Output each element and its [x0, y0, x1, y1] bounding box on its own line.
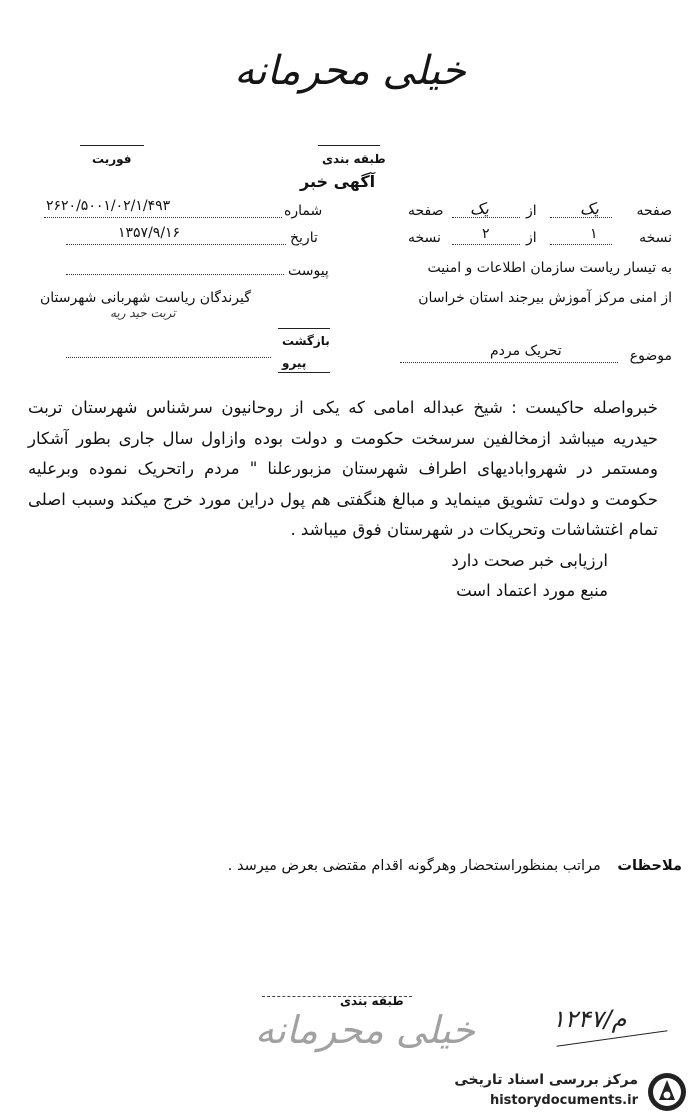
date-value: ۱۳۵۷/۹/۱۶ [118, 225, 181, 241]
body-paragraph: خبرواصله حاکیست : شیخ عبداله امامی که یکی از روحانیون سرشناس شهرستان تربت حیدریه میباشد ازمخالفین سرسخت حکومت و دولت بوده وازاول سال جاری بطور آشکار ومستمر در شهروابادیهای اطراف شهرستان مزبورعلنا " مردم راتحریک نموده وبرعلیه حکومت و دولت تشویق مینماید و مبالغ هنگفتی هم پول دراین مورد خرج میکند وسبب اصلی تمام اغتشاشات وتحریکات در شهرستان فوق میباشد . [28, 398, 658, 539]
classification-label: طبقه بندی [322, 152, 386, 166]
recipients-line: گیرندگان ریاست شهربانی شهرستان [40, 290, 251, 306]
copy-of-label: از [526, 230, 537, 246]
document-body [28, 393, 658, 607]
footer-rule [262, 996, 412, 997]
classification-rule [318, 145, 380, 146]
number-value: ۲۶۲۰/۵۰۰۱/۰۲/۱/۴۹۳ [46, 198, 171, 214]
confidential-stamp: خیلی محرمانه [255, 1008, 476, 1052]
number-label: شماره [284, 203, 323, 219]
document-type: آگهی خبر [300, 172, 376, 191]
page-total-line [452, 205, 520, 218]
footer-classification-label: طبقه بندی [340, 994, 404, 1008]
copy-total-line [452, 232, 520, 245]
page-title: خیلی محرمانه [234, 48, 466, 94]
to-line: به تیسار ریاست سازمان اطلاعات و امنیت [427, 260, 672, 276]
handwritten-number: ۱۲۴۷/م [552, 1005, 627, 1033]
subject-label: موضوع [629, 348, 672, 364]
page-label: صفحه [636, 203, 672, 219]
urgency-rule [80, 145, 144, 146]
of-label: از [526, 203, 537, 219]
copy-label: نسخه [639, 230, 672, 246]
urgency-label: فوریت [92, 152, 132, 166]
copy-suffix: نسخه [408, 230, 441, 246]
logo-text: مرکز بررسی اسناد تاریخی [454, 1072, 638, 1088]
follow-rule [278, 372, 330, 373]
date-label: تاریخ [290, 230, 318, 246]
copy-value-line [550, 232, 612, 245]
page-suffix: صفحه [408, 203, 444, 219]
page-total: یک [470, 199, 489, 218]
copy-value: ۱ [590, 226, 598, 242]
notes-section [32, 858, 682, 874]
copy-total: ۲ [482, 226, 490, 242]
recipients-handwritten: تربت حید ریه [110, 306, 176, 320]
from-line: از امنی مرکز آموزش بیرجند استان خراسان [418, 290, 672, 306]
return-line [66, 345, 271, 358]
evaluation-line-1: ارزیابی خبر صحت دارد [451, 550, 608, 570]
page-value-line [550, 205, 612, 218]
logo-url: historydocuments.ir [489, 1093, 638, 1108]
attachment-label: پیوست [288, 263, 329, 279]
notes-label: ملاحظات [617, 858, 682, 874]
notes-text: مراتب بمنظوراستحضار وهرگونه اقدام مقتضی بعرض میرسد . [227, 858, 601, 874]
attachment-line [66, 262, 284, 275]
return-rule [278, 328, 330, 329]
return-label: بازگشت [282, 334, 330, 348]
archive-watermark-logo [420, 1070, 692, 1114]
page-value: یک [580, 199, 599, 218]
evaluation-line-2: منبع مورد اعتماد است [456, 581, 608, 600]
subject-value: تحریک مردم [490, 343, 562, 359]
follow-label: پیرو [282, 356, 307, 370]
archive-logo-icon [644, 1070, 690, 1114]
